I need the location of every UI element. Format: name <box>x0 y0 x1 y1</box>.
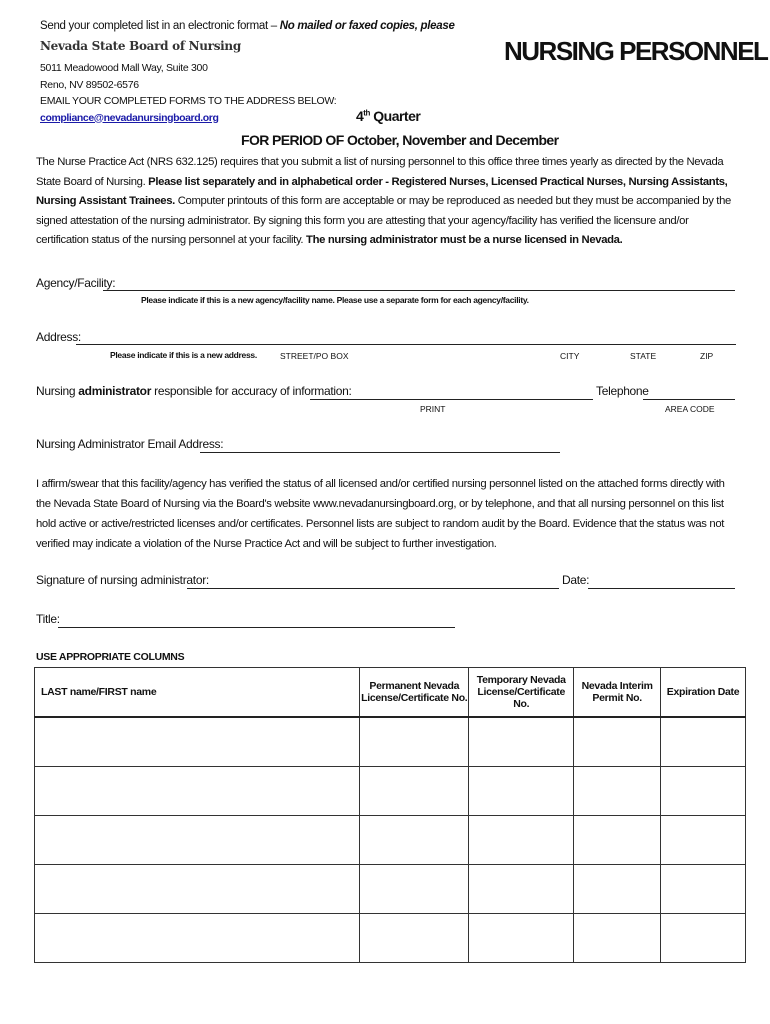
interim-permit-cell[interactable] <box>574 767 661 816</box>
email-instruction: EMAIL YOUR COMPLETED FORMS TO THE ADDRESS BELOW: <box>40 95 337 107</box>
instruction-text: Send your completed list in an electronic format – <box>40 20 280 32</box>
temporary-license-cell[interactable] <box>469 816 574 865</box>
table-caption: USE APPROPRIATE COLUMNS <box>36 651 185 663</box>
name-cell[interactable] <box>35 816 360 865</box>
quarter-label: 4th Quarter <box>356 108 421 124</box>
temporary-license-cell[interactable] <box>469 717 574 767</box>
date-label: Date: <box>562 573 590 587</box>
table-row <box>35 717 746 767</box>
intro-paragraph: The Nurse Practice Act (NRS 632.125) requires that you submit a list of nursing personnel to this office three times yearly as directed by the Nevada State Board of Nursing. Please list separately and in alphabetical order - Registered Nurses, Licensed Practical Nurses, Nursing Assistants, Nursing Assistant Trainees. Computer printouts of this form are acceptable or may be reproduced as needed but they must be accompanied by the signed attestation of the nursing administrator. By signing this form you are attesting that your agency/facility has verified the licensure and/or certification status of the nursing personnel at your facility. The nursing administrator must be a nurse licensed in Nevada. <box>36 156 731 246</box>
name-cell[interactable] <box>35 767 360 816</box>
col-header-name: LAST name/FIRST name <box>35 668 360 718</box>
period-heading: FOR PERIOD OF October, November and December <box>241 132 559 148</box>
temporary-license-cell[interactable] <box>469 767 574 816</box>
permanent-license-cell[interactable] <box>360 816 469 865</box>
state-sublabel: STATE <box>630 351 657 361</box>
name-cell[interactable] <box>35 914 360 963</box>
table-header-row <box>35 668 746 718</box>
address-input[interactable] <box>76 330 736 345</box>
expiration-date-cell[interactable] <box>661 717 746 767</box>
col-header-interim-permit: Nevada Interim Permit No. <box>574 668 661 718</box>
address-line-1: 5011 Meadowood Mall Way, Suite 300 <box>40 62 208 74</box>
title-input[interactable] <box>58 613 455 628</box>
submission-instruction <box>40 20 455 32</box>
address-note: Please indicate if this is a new address. <box>110 350 257 360</box>
instruction-emphasis: No mailed or faxed copies, please <box>279 20 455 32</box>
admin-email-label: Nursing Administrator Email Address: <box>36 437 224 451</box>
page-title: NURSING PERSONNEL <box>504 36 768 66</box>
signature-label: Signature of nursing administrator: <box>36 573 209 587</box>
expiration-date-cell[interactable] <box>661 865 746 914</box>
col-header-permanent-license: Permanent Nevada License/Certificate No. <box>360 668 469 718</box>
title-label: Title: <box>36 612 60 626</box>
org-address <box>40 60 336 126</box>
agency-note: Please indicate if this is a new agency/facility name. Please use a separate form for each agency/facility. <box>141 295 529 305</box>
signature-input[interactable] <box>187 574 559 589</box>
admin-email-input[interactable] <box>200 438 560 453</box>
table-row <box>35 816 746 865</box>
temporary-license-cell[interactable] <box>469 914 574 963</box>
interim-permit-cell[interactable] <box>574 816 661 865</box>
expiration-date-cell[interactable] <box>661 767 746 816</box>
table-row <box>35 865 746 914</box>
table-row <box>35 767 746 816</box>
telephone-input[interactable] <box>643 385 735 400</box>
email-link[interactable]: compliance@nevadanursingboard.org <box>40 111 219 124</box>
name-cell[interactable] <box>35 717 360 767</box>
telephone-label: Telephone <box>596 384 649 398</box>
agency-input[interactable] <box>103 276 735 291</box>
street-sublabel: STREET/PO BOX <box>280 351 349 361</box>
permanent-license-cell[interactable] <box>360 717 469 767</box>
permanent-license-cell[interactable] <box>360 767 469 816</box>
col-header-expiration-date: Expiration Date <box>661 668 746 718</box>
interim-permit-cell[interactable] <box>574 914 661 963</box>
name-cell[interactable] <box>35 865 360 914</box>
table-row <box>35 914 746 963</box>
org-name: Nevada State Board of Nursing <box>40 39 241 53</box>
expiration-date-cell[interactable] <box>661 914 746 963</box>
administrator-name-input[interactable] <box>310 385 593 400</box>
personnel-table <box>34 667 746 963</box>
interim-permit-cell[interactable] <box>574 717 661 767</box>
expiration-date-cell[interactable] <box>661 816 746 865</box>
address-line-2: Reno, NV 89502-6576 <box>40 78 139 91</box>
temporary-license-cell[interactable] <box>469 865 574 914</box>
area-code-sublabel: AREA CODE <box>665 404 715 414</box>
interim-permit-cell[interactable] <box>574 865 661 914</box>
agency-label: Agency/Facility: <box>36 276 116 290</box>
permanent-license-cell[interactable] <box>360 865 469 914</box>
zip-sublabel: ZIP <box>700 351 714 361</box>
address-label: Address: <box>36 330 81 344</box>
administrator-label: Nursing administrator responsible for accuracy of information: <box>36 384 352 398</box>
date-input[interactable] <box>588 574 735 589</box>
permanent-license-cell[interactable] <box>360 914 469 963</box>
city-sublabel: CITY <box>560 351 580 361</box>
col-header-temporary-license: Temporary Nevada License/Certificate No. <box>469 668 574 718</box>
affirmation-paragraph: I affirm/swear that this facility/agency has verified the status of all licensed and/or certified nursing personnel listed on the attached forms directly with the Nevada State Board of Nursing via the Board's website www.nevadanursingboard.org, or by telephone, and that all nursing personnel on this list hold active or active/restricted licenses and/or certificates. Personnel lists are subject to random audit by the Board. Evidence that the status was not verified may indicate a violation of the Nurse Practice Act and will be subject to further investigation. <box>36 478 725 550</box>
print-sublabel: PRINT <box>420 404 446 414</box>
